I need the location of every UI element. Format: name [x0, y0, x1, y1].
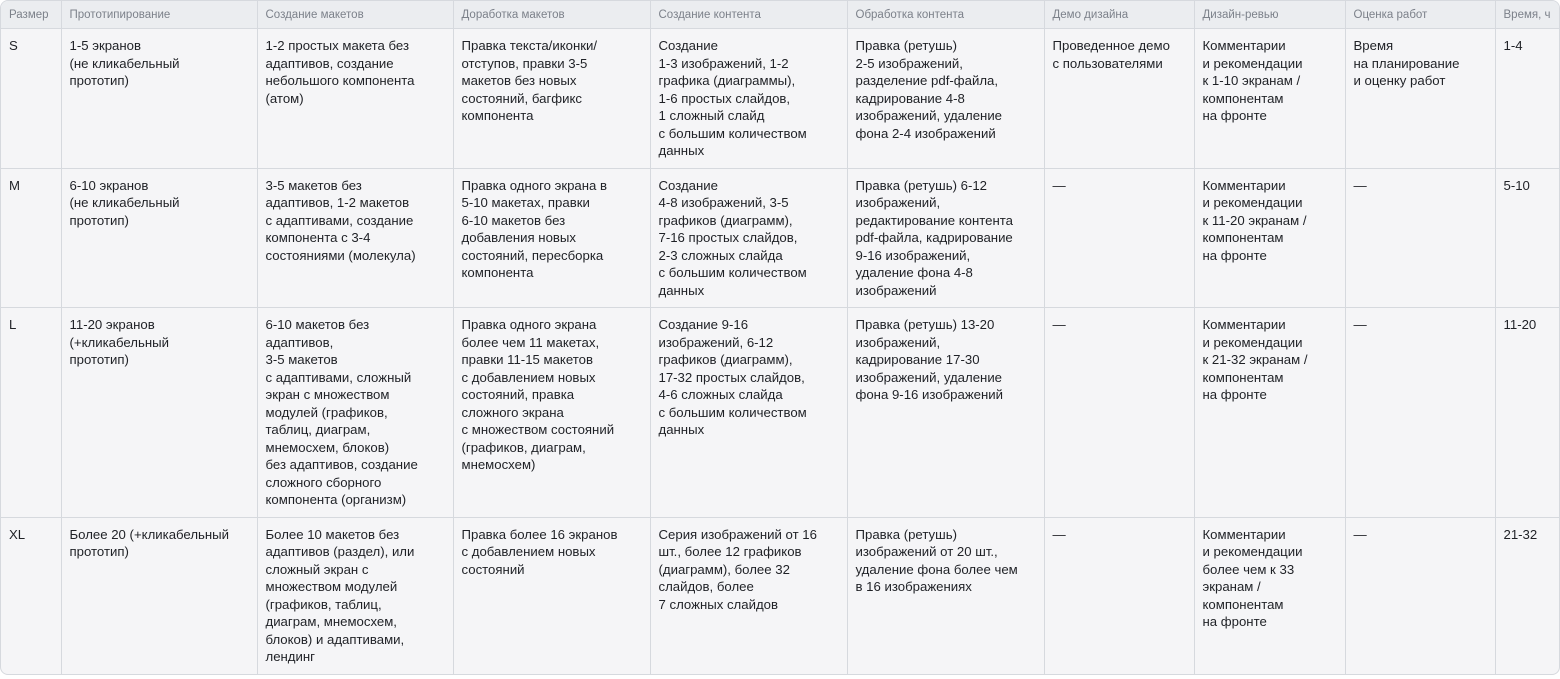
cell-content-creation: Создание 4-8 изображений, 3-5 графиков (диаграмм), 7-16 простых слайдов, 2-3 сложных слайда с большим количеством данных — [650, 168, 847, 308]
cell-work-estimate: — — [1345, 308, 1495, 518]
table-row — [1, 308, 1559, 518]
cell-time-hours: 1-4 — [1495, 29, 1559, 169]
cell-prototyping: Более 20 (+кликабельный прототип) — [61, 517, 257, 674]
cell-content-creation: Серия изображений от 16 шт., более 12 графиков (диаграмм), более 32 слайдов, более 7 сложных слайдов — [650, 517, 847, 674]
column-header-design-demo: Демо дизайна — [1044, 1, 1194, 29]
column-header-prototyping: Прототипирование — [61, 1, 257, 29]
cell-prototyping: 1-5 экранов (не кликабельный прототип) — [61, 29, 257, 169]
cell-time-hours: 21-32 — [1503, 526, 1538, 542]
cell-size: M — [1, 168, 61, 308]
cell-work-estimate: — — [1345, 168, 1495, 308]
cell-design-review: Комментарии и рекомендации более чем к 33 экранам / компонентам на фронте — [1194, 517, 1345, 674]
cell-design-demo: — — [1044, 517, 1194, 674]
cell-size: S — [1, 29, 61, 169]
cell-content-processing: Правка (ретушь) 2-5 изображений, разделение pdf-файла, кадрирование 4-8 изображений, удаление фона 2-4 изображений — [847, 29, 1044, 169]
cell-content-processing: Правка (ретушь) 13-20 изображений, кадрирование 17-30 изображений, удаление фона 9-16 изображений — [847, 308, 1044, 518]
estimate-table — [1, 1, 1559, 674]
column-header-size: Размер — [1, 1, 61, 29]
cell-content-creation: Создание 9-16 изображений, 6-12 графиков (диаграмм), 17-32 простых слайдов, 4-6 сложных слайда с большим количеством данных — [650, 308, 847, 518]
cell-mockup-revision: Правка одного экрана более чем 11 макетах, правки 11-15 макетов с добавлением новых состояний, правка сложного экрана с множеством состояний (графиков, диаграм, мнемосхем) — [453, 308, 650, 518]
column-header-content-creation: Создание контента — [650, 1, 847, 29]
cell-prototyping: 6-10 экранов (не кликабельный прототип) — [61, 168, 257, 308]
column-header-time-hours: Время, ч — [1495, 1, 1559, 29]
table-row — [1, 517, 1559, 674]
table-row — [1, 168, 1559, 308]
cell-mockup-revision: Правка текста/иконки/ отступов, правки 3-5 макетов без новых состояний, багфикс компонента — [453, 29, 650, 169]
cell-time-hours: 11-20 — [1495, 308, 1559, 518]
table-header-row — [1, 1, 1559, 29]
cell-design-demo: — — [1044, 308, 1194, 518]
cell-prototyping: 11-20 экранов (+кликабельный прототип) — [61, 308, 257, 518]
cell-mockup-revision: Правка одного экрана в 5-10 макетах, правки 6-10 макетов без добавления новых состояний, пересборка компонента — [453, 168, 650, 308]
cell-size: XL — [1, 517, 61, 674]
cell-time-hours: 5-10 — [1495, 168, 1559, 308]
cell-design-demo: Проведенное демо с пользователями — [1044, 29, 1194, 169]
column-header-design-review: Дизайн-ревью — [1194, 1, 1345, 29]
table-row — [1, 29, 1559, 169]
cell-mockups: 3-5 макетов без адаптивов, 1-2 макетов с адаптивами, создание компонента с 3-4 состояниями (молекула) — [257, 168, 453, 308]
cell-content-creation: Создание 1-3 изображений, 1-2 графика (диаграммы), 1-6 простых слайдов, 1 сложный слайд с большим количеством данных — [650, 29, 847, 169]
column-header-content-processing: Обработка контента — [847, 1, 1044, 29]
cell-mockups: 1-2 простых макета без адаптивов, создание небольшого компонента (атом) — [257, 29, 453, 169]
column-header-mockups: Создание макетов — [257, 1, 453, 29]
cell-content-processing: Правка (ретушь) 6-12 изображений, редактирование контента pdf-файла, кадрирование 9-16 изображений, удаление фона 4-8 изображений — [847, 168, 1044, 308]
cell-design-demo: — — [1044, 168, 1194, 308]
cell-design-review: Комментарии и рекомендации к 21-32 экранам / компонентам на фронте — [1194, 308, 1345, 518]
cell-mockups: Более 10 макетов без адаптивов (раздел), или сложный экран с множеством модулей (графиков, таблиц, диаграм, мнемосхем, блоков) и адаптивами, лендинг — [257, 517, 453, 674]
cell-design-review: Комментарии и рекомендации к 11-20 экранам / компонентам на фронте — [1194, 168, 1345, 308]
cell-mockups: 6-10 макетов без адаптивов, 3-5 макетов с адаптивами, сложный экран с множеством модулей (графиков, таблиц, диаграм, мнемосхем, блоков) без адаптивов, создание сложного сборного компонента (организм) — [257, 308, 453, 518]
column-header-mockup-revision: Доработка макетов — [453, 1, 650, 29]
cell-design-review: Комментарии и рекомендации к 1-10 экранам / компонентам на фронте — [1194, 29, 1345, 169]
column-header-work-estimate: Оценка работ — [1345, 1, 1495, 29]
cell-content-processing: Правка (ретушь) изображений от 20 шт., удаление фона более чем в 16 изображениях — [847, 517, 1044, 674]
cell-mockup-revision: Правка более 16 экранов с добавлением новых состояний — [453, 517, 650, 674]
cell-work-estimate: — — [1345, 517, 1495, 674]
cell-size: L — [1, 308, 61, 518]
cell-work-estimate: Время на планирование и оценку работ — [1345, 29, 1495, 169]
